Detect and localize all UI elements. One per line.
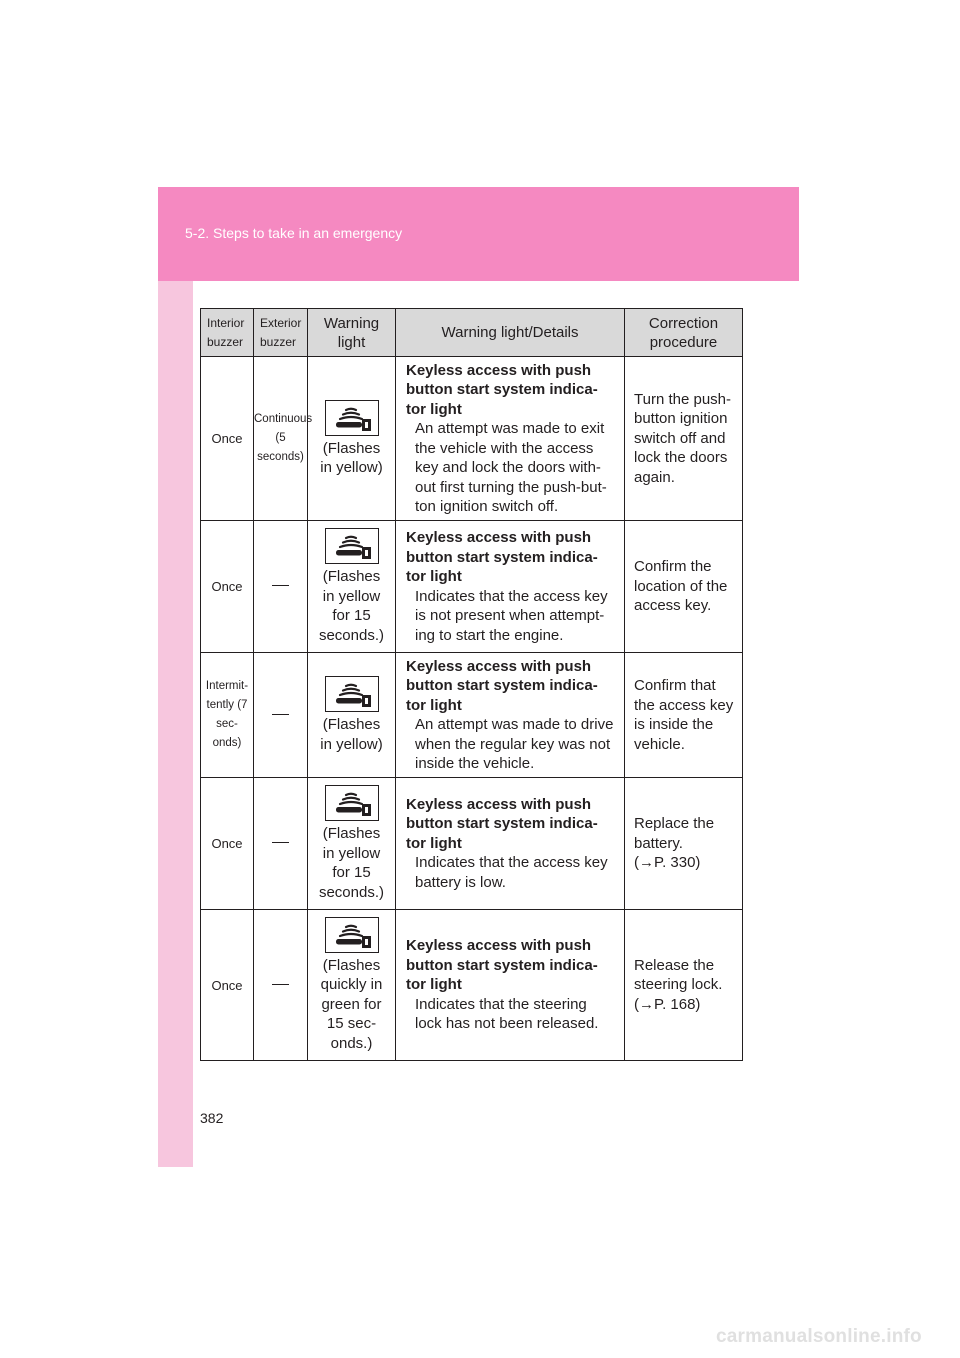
correction-cell: [625, 521, 743, 653]
warning-light-cell: [308, 910, 396, 1061]
keyless-access-indicator-icon: [325, 676, 379, 712]
details-title: Keyless access with push button start system indica- tor light: [406, 529, 598, 585]
interior-buzzer-value: Intermit- tently (7 sec- onds): [205, 680, 249, 749]
details-title: Keyless access with push button start system indica- tor light: [406, 657, 598, 714]
keyless-access-indicator-icon: [325, 785, 379, 821]
details-title: Keyless access with push button start system indica- tor light: [406, 937, 598, 994]
header-interior-buzzer: Interior buzzer: [201, 309, 254, 357]
details-cell: [396, 778, 625, 910]
interior-buzzer-value: Once: [211, 431, 243, 446]
keyless-access-indicator-icon: [325, 528, 379, 564]
details-body: Indicates that the access key battery is low.: [415, 854, 608, 891]
interior-buzzer-cell: [201, 910, 254, 1061]
details-body: Indicates that the steering lock has not been released.: [415, 995, 599, 1033]
interior-buzzer-cell: [201, 653, 254, 778]
table-row: [201, 521, 743, 653]
details-body: An attempt was made to drive when the regular key was not inside the vehicle.: [415, 716, 614, 772]
correction-text: Release the steering lock. (→P. 168): [634, 956, 723, 1013]
interior-buzzer-value: Once: [211, 579, 243, 594]
not-applicable-dash: [272, 714, 289, 715]
correction-cell: [625, 778, 743, 910]
interior-buzzer-cell: [201, 521, 254, 653]
light-flash-note: (Flashes quickly in green for 15 sec- onds.): [320, 956, 383, 1052]
exterior-buzzer-cell: [254, 521, 308, 653]
details-body: An attempt was made to exit the vehicle with the access key and lock the doors with- out first turning the push-but- ton ignition switch off.: [415, 420, 607, 515]
not-applicable-dash: [272, 585, 289, 586]
header-correction: Correction procedure: [625, 309, 743, 357]
details-cell: [396, 910, 625, 1061]
interior-buzzer-value: Once: [211, 836, 243, 851]
exterior-buzzer-value: Continuous (5 seconds): [254, 413, 313, 463]
header-warning-light: Warning light: [308, 309, 396, 357]
table-row: [201, 778, 743, 910]
correction-cell: [625, 653, 743, 778]
warning-light-cell: [308, 778, 396, 910]
light-flash-note: (Flashes in yellow for 15 seconds.): [318, 825, 385, 901]
correction-text: Confirm that the access key is inside the vehicle.: [634, 677, 734, 753]
exterior-buzzer-cell: [254, 778, 308, 910]
page-number: 382: [200, 1110, 224, 1126]
details-cell: [396, 653, 625, 778]
interior-buzzer-cell: [201, 778, 254, 910]
watermark: carmanualsonline.info: [716, 1326, 922, 1347]
section-title: 5-2. Steps to take in an emergency: [185, 225, 403, 241]
header-details: Warning light/Details: [396, 309, 625, 357]
correction-text: Replace the battery. (→P. 330): [634, 815, 715, 872]
details-cell: [396, 521, 625, 653]
header-exterior-buzzer: Exterior buzzer: [254, 309, 308, 357]
details-title: Keyless access with push button start system indica- tor light: [406, 795, 598, 852]
exterior-buzzer-cell: [254, 910, 308, 1061]
exterior-buzzer-cell: [254, 357, 313, 521]
details-cell: [396, 357, 625, 521]
table-row: [201, 653, 743, 778]
details-title: Keyless access with push button start system indica- tor light: [406, 361, 598, 418]
not-applicable-dash: [272, 984, 289, 985]
table-row: [201, 357, 743, 521]
details-body: Indicates that the access key is not present when attempt- ing to start the engine.: [415, 587, 608, 644]
interior-buzzer-cell: [201, 357, 254, 521]
warning-table: [200, 308, 743, 1061]
table-row: [201, 910, 743, 1061]
warning-light-cell: [308, 521, 396, 653]
side-margin-band: [158, 187, 193, 1167]
exterior-buzzer-cell: [254, 653, 308, 778]
correction-text: Confirm the location of the access key.: [634, 558, 728, 615]
keyless-access-indicator-icon: [325, 400, 379, 436]
table-header-row: [201, 309, 743, 357]
warning-light-cell: [308, 653, 396, 778]
light-flash-note: (Flashes in yellow): [320, 439, 383, 476]
keyless-access-indicator-icon: [325, 917, 379, 953]
light-flash-note: (Flashes in yellow for 15 seconds.): [318, 568, 385, 644]
warning-light-cell: [308, 357, 396, 521]
correction-cell: [625, 910, 743, 1061]
correction-cell: [625, 357, 743, 521]
not-applicable-dash: [272, 842, 289, 843]
interior-buzzer-value: Once: [211, 977, 243, 993]
correction-text: Turn the push-button ignition switch off and lock the doors again.: [634, 390, 731, 486]
light-flash-note: (Flashes in yellow): [320, 716, 383, 753]
